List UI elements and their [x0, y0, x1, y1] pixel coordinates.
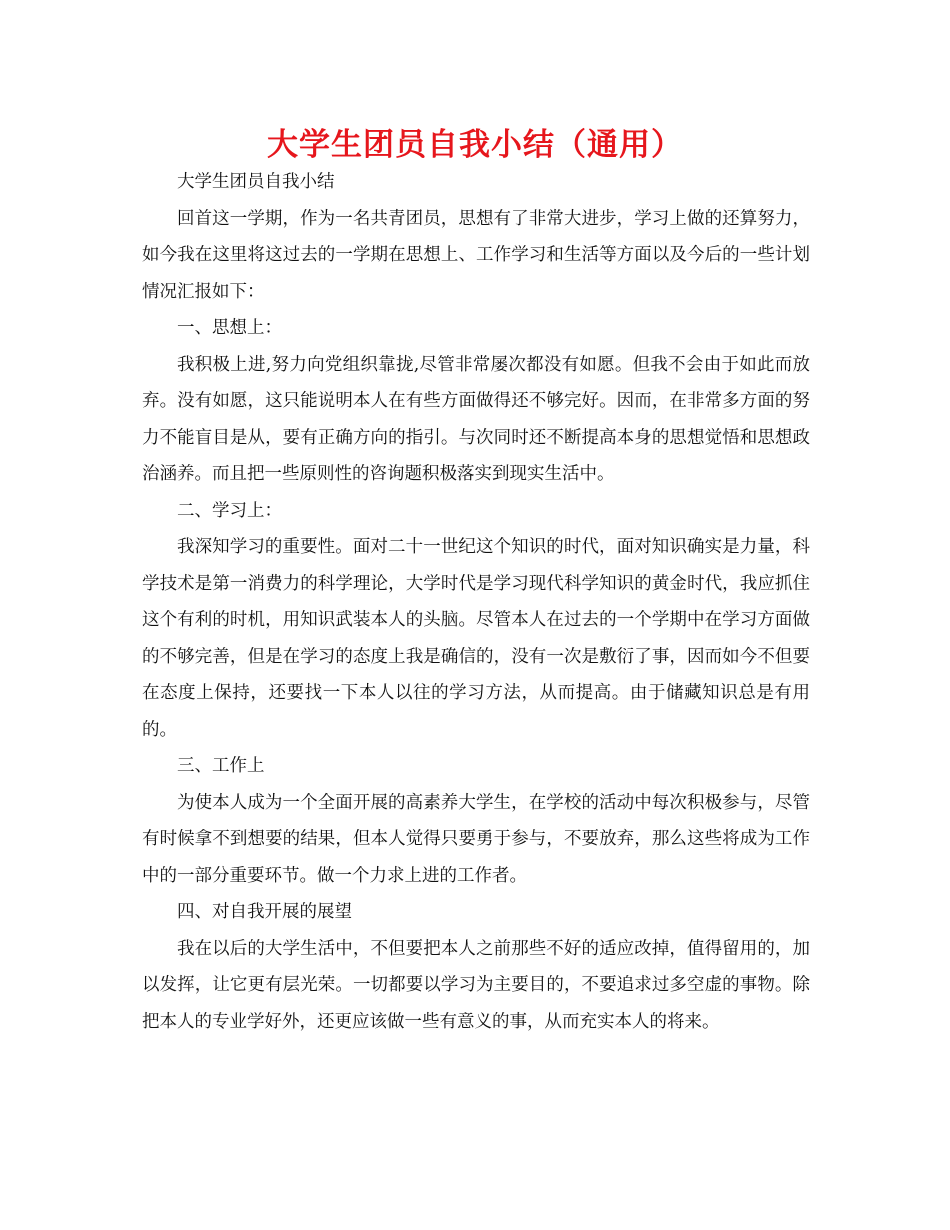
section-heading-thought: 一、思想上： — [177, 318, 282, 338]
section-heading-work: 三、工作上 — [177, 756, 265, 776]
intro-paragraph: 回首这一学期，作为一名共青团员，思想有了非常大进步，学习上做的还算努力，如今我在这里将这过去的一学期在思想上、工作学习和生活等方面以及今后的一些计划情况汇报如下： — [142, 208, 810, 302]
subtitle-paragraph: 大学生团员自我小结 — [177, 172, 335, 192]
outlook-paragraph: 我在以后的大学生活中，不但要把本人之前那些不好的适应改掉，值得留用的，加以发挥，让它更有层光荣。一切都要以学习为主要目的，不要追求过多空虚的事物。除把本人的专业学好外，还更应该做一些有意义的事，从而充实本人的将来。 — [142, 938, 810, 1032]
study-paragraph: 我深知学习的重要性。面对二十一世纪这个知识的时代，面对知识确实是力量，科学技术是第一消费力的科学理论，大学时代是学习现代科学知识的黄金时代，我应抓住这个有利的时机，用知识武装本人的头脑。尽管本人在过去的一个学期中在学习方面做的不够完善，但是在学习的态度上我是确信的，没有一次是敷衍了事，因而如今不但要在态度上保持，还要找一下本人以往的学习方法，从而提高。由于储藏知识总是有用的。 — [142, 537, 810, 740]
section-heading-outlook: 四、对自我开展的展望 — [177, 902, 352, 922]
document-body — [142, 164, 810, 1040]
thought-paragraph: 我积极上进,努力向党组织靠拢,尽管非常屡次都没有如愿。但我不会由于如此而放弃。没有如愿，这只能说明本人在有些方面做得还不够完好。因而，在非常多方面的努力不能盲目是从，要有正确方向的指引。与次同时还不断提高本身的思想觉悟和思想政治涵养。而且把一些原则性的咨询题积极落实到现实生活中。 — [142, 354, 810, 484]
work-paragraph: 为使本人成为一个全面开展的高素养大学生，在学校的活动中每次积极参与，尽管有时候拿不到想要的结果，但本人觉得只要勇于参与，不要放弃，那么这些将成为工作中的一部分重要环节。做一个力求上进的工作者。 — [142, 792, 810, 886]
section-heading-study: 二、学习上： — [177, 500, 282, 521]
document-title: 大学生团员自我小结（通用） — [267, 127, 683, 163]
